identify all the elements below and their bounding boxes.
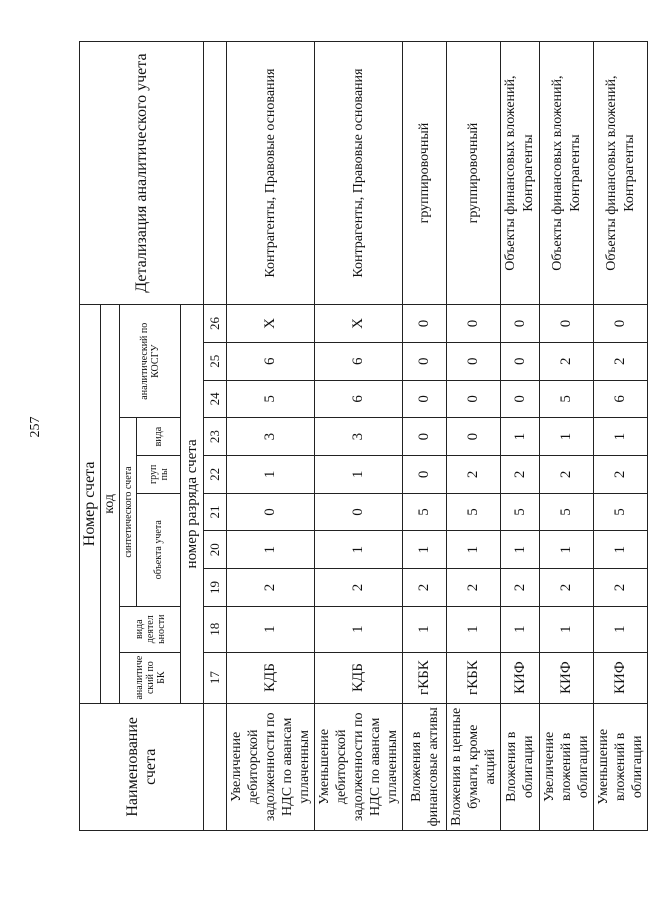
account-name: Вложения в ценные бумаги, кроме акций: [447, 703, 501, 830]
code-cell: 1: [315, 531, 403, 569]
header-activity-type: вида деятел ьности: [120, 606, 181, 652]
code-cell: 3: [315, 418, 403, 456]
account-name: Уменьшение вложений в облигации: [594, 703, 648, 830]
code-cell: 6: [315, 342, 403, 380]
account-name: Увеличение вложений в облигации: [540, 703, 594, 830]
code-cell: 2: [540, 455, 594, 493]
code-cell: 2: [227, 569, 315, 607]
code-cell: 2: [403, 569, 447, 607]
column-number: 22: [204, 455, 227, 493]
code-cell: 1: [227, 455, 315, 493]
code-cell: 1: [315, 455, 403, 493]
table-row: [315, 42, 403, 831]
code-cell: 6: [227, 342, 315, 380]
code-cell: 3: [227, 418, 315, 456]
analytic-detail: Объекты финансовых вложений, Контрагенты: [594, 42, 648, 305]
code-cell: 1: [594, 418, 648, 456]
column-number: 20: [204, 531, 227, 569]
analytic-detail: Контрагенты, Правовые основания: [227, 42, 315, 305]
code-cell: 1: [403, 606, 447, 652]
account-name: Вложения в облигации: [501, 703, 540, 830]
header-kod: код: [101, 305, 120, 703]
code-cell: 0: [447, 418, 501, 456]
column-number: 26: [204, 305, 227, 343]
code-cell: 0: [447, 380, 501, 418]
header-type: вида: [137, 418, 181, 456]
table-row: [594, 42, 648, 831]
code-cell: КИФ: [594, 652, 648, 703]
code-cell: 2: [447, 569, 501, 607]
code-cell: 1: [501, 531, 540, 569]
code-cell: 5: [403, 493, 447, 531]
page-number: 257: [28, 416, 43, 438]
code-cell: 2: [315, 569, 403, 607]
code-cell: 1: [540, 531, 594, 569]
code-cell: 2: [594, 569, 648, 607]
column-number: 24: [204, 380, 227, 418]
code-cell: 1: [501, 606, 540, 652]
account-name: Увеличение дебиторской задолженности по НДС по авансам уплаченным: [227, 703, 315, 830]
account-name: Вложения в финансовые активы: [403, 703, 447, 830]
code-cell: 0: [447, 342, 501, 380]
code-cell: 5: [227, 380, 315, 418]
code-cell: Х: [227, 305, 315, 343]
header-analytic-bk: аналитиче ский по БК: [120, 652, 181, 703]
code-cell: 5: [594, 493, 648, 531]
analytic-detail: группировочный: [403, 42, 447, 305]
header-analytic-kosgu: аналитический по КОСГУ: [120, 305, 181, 418]
code-cell: 2: [501, 455, 540, 493]
code-cell: 2: [540, 569, 594, 607]
code-cell: 2: [594, 455, 648, 493]
code-cell: 1: [227, 606, 315, 652]
code-cell: 6: [315, 380, 403, 418]
code-cell: 0: [403, 305, 447, 343]
table-row: [447, 42, 501, 831]
analytic-detail: Объекты финансовых вложений, Контрагенты: [501, 42, 540, 305]
code-cell: 0: [315, 493, 403, 531]
code-cell: 0: [540, 305, 594, 343]
code-cell: КДБ: [227, 652, 315, 703]
code-cell: 1: [501, 418, 540, 456]
table-row: [227, 42, 315, 831]
code-cell: 1: [594, 531, 648, 569]
column-number: 18: [204, 606, 227, 652]
code-cell: 1: [594, 606, 648, 652]
code-cell: 1: [447, 531, 501, 569]
code-cell: 5: [540, 380, 594, 418]
code-cell: 2: [447, 455, 501, 493]
table-row: [501, 42, 540, 831]
code-cell: 1: [447, 606, 501, 652]
code-cell: 0: [403, 380, 447, 418]
code-cell: 6: [594, 380, 648, 418]
code-cell: 0: [501, 380, 540, 418]
code-cell: гКБК: [403, 652, 447, 703]
column-number-spacer: [204, 42, 227, 305]
header-synthetic-account: синтетического счета: [120, 418, 137, 607]
analytic-detail: Контрагенты, Правовые основания: [315, 42, 403, 305]
code-cell: 0: [594, 305, 648, 343]
header-analytic-detail: Детализация аналитического учета: [80, 42, 204, 305]
code-cell: 1: [403, 531, 447, 569]
column-number: 21: [204, 493, 227, 531]
code-cell: 2: [501, 569, 540, 607]
code-cell: 1: [540, 418, 594, 456]
table-row: [540, 42, 594, 831]
code-cell: 0: [403, 418, 447, 456]
code-cell: 0: [501, 305, 540, 343]
code-cell: 5: [447, 493, 501, 531]
code-cell: КДБ: [315, 652, 403, 703]
header-account-object: объекта учета: [137, 493, 181, 606]
code-cell: 0: [501, 342, 540, 380]
code-cell: 1: [227, 531, 315, 569]
code-cell: 1: [315, 606, 403, 652]
code-cell: КИФ: [501, 652, 540, 703]
code-cell: 0: [227, 493, 315, 531]
analytic-detail: Объекты финансовых вложений, Контрагенты: [540, 42, 594, 305]
column-number: 25: [204, 342, 227, 380]
code-cell: Х: [315, 305, 403, 343]
code-cell: 0: [403, 342, 447, 380]
header-account-name: Наименование счета: [80, 703, 204, 830]
rotated-table-container: [79, 41, 645, 831]
code-cell: 1: [540, 606, 594, 652]
analytic-detail: группировочный: [447, 42, 501, 305]
column-number: 19: [204, 569, 227, 607]
code-cell: 5: [501, 493, 540, 531]
code-cell: КИФ: [540, 652, 594, 703]
code-cell: 2: [540, 342, 594, 380]
code-cell: 0: [403, 455, 447, 493]
code-cell: гКБК: [447, 652, 501, 703]
code-cell: 0: [447, 305, 501, 343]
column-number-spacer: [204, 703, 227, 830]
code-cell: 2: [594, 342, 648, 380]
header-account-number: Номер счета: [80, 305, 101, 703]
column-number: 23: [204, 418, 227, 456]
accounts-table: [79, 41, 648, 831]
code-cell: 5: [540, 493, 594, 531]
account-name: Уменьшение дебиторской задолженности по НДС по авансам уплаченным: [315, 703, 403, 830]
column-number: 17: [204, 652, 227, 703]
header-group: груп пы: [137, 455, 181, 493]
table-row: [403, 42, 447, 831]
header-digit-number: номер разряда счета: [181, 305, 204, 703]
